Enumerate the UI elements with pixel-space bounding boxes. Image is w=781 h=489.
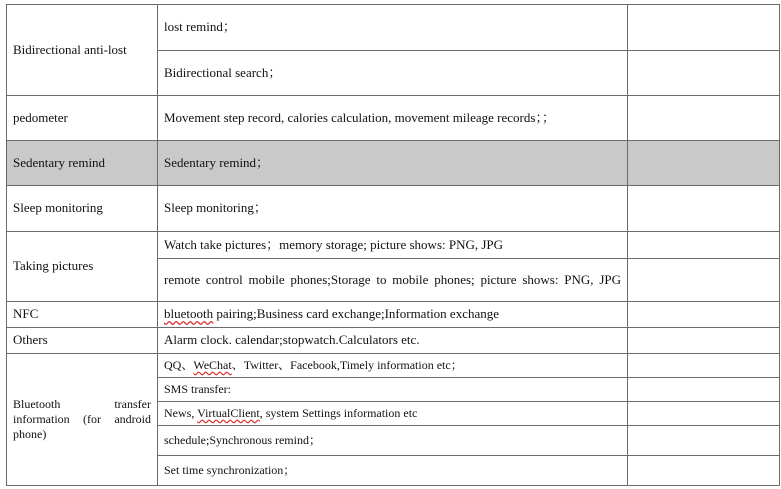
feature-detail-cell	[158, 354, 628, 378]
table-row	[7, 354, 780, 378]
text-segment: 、Twitter、Facebook,Timely information etc；	[231, 358, 463, 372]
table-row	[7, 5, 780, 51]
table-row	[7, 302, 780, 328]
feature-name-bluetooth: Bluetooth transfer information (for android phone)	[7, 354, 158, 486]
feature-detail-cell: remote control mobile phones;Storage to mobile phones; picture shows: PNG, JPG	[158, 259, 628, 302]
text-segment: News,	[164, 406, 198, 420]
empty-cell	[628, 259, 780, 302]
feature-name-pictures: Taking pictures	[7, 232, 158, 302]
feature-detail-cell: lost remind；	[158, 5, 628, 51]
empty-cell	[628, 232, 780, 259]
feature-detail-cell: Movement step record, calories calculation, movement mileage records；；	[158, 96, 628, 141]
table-row	[7, 232, 780, 259]
feature-detail-cell: Set time synchronization；	[158, 456, 628, 486]
feature-detail-cell: SMS transfer:	[158, 378, 628, 402]
empty-cell	[628, 402, 780, 426]
spec-table-container	[6, 4, 780, 486]
feature-spec-table	[6, 4, 780, 486]
spellcheck-word: VirtualClient	[197, 406, 260, 420]
feature-name-anti-lost: Bidirectional anti-lost	[7, 5, 158, 96]
feature-detail-cell: Sleep monitoring；	[158, 186, 628, 232]
feature-name-others: Others	[7, 328, 158, 354]
feature-detail-cell: Watch take pictures；memory storage; picture shows: PNG, JPG	[158, 232, 628, 259]
empty-cell	[628, 456, 780, 486]
feature-detail-cell	[158, 402, 628, 426]
empty-cell	[628, 51, 780, 96]
empty-cell	[628, 186, 780, 232]
feature-name-sedentary: Sedentary remind	[7, 141, 158, 186]
empty-cell	[628, 141, 780, 186]
empty-cell	[628, 96, 780, 141]
spellcheck-word: WeChat	[193, 358, 232, 372]
text-segment: QQ、	[164, 358, 194, 372]
spellcheck-word: bluetooth	[164, 306, 214, 322]
text-segment: , system Settings information etc	[259, 406, 418, 420]
table-row	[7, 186, 780, 232]
empty-cell	[628, 378, 780, 402]
table-row	[7, 328, 780, 354]
empty-cell	[628, 302, 780, 328]
empty-cell	[628, 5, 780, 51]
feature-detail-cell: schedule;Synchronous remind；	[158, 426, 628, 456]
feature-name-nfc: NFC	[7, 302, 158, 328]
empty-cell	[628, 426, 780, 456]
text-segment: pairing;Business card exchange;Information exchange	[213, 306, 500, 322]
feature-name-sleep: Sleep monitoring	[7, 186, 158, 232]
feature-detail-cell: Alarm clock. calendar;stopwatch.Calculators etc.	[158, 328, 628, 354]
empty-cell	[628, 328, 780, 354]
table-row-highlighted	[7, 141, 780, 186]
feature-detail-cell	[158, 302, 628, 328]
feature-name-pedometer: pedometer	[7, 96, 158, 141]
feature-detail-cell: Sedentary remind；	[158, 141, 628, 186]
feature-detail-cell: Bidirectional search；	[158, 51, 628, 96]
table-row	[7, 96, 780, 141]
empty-cell	[628, 354, 780, 378]
